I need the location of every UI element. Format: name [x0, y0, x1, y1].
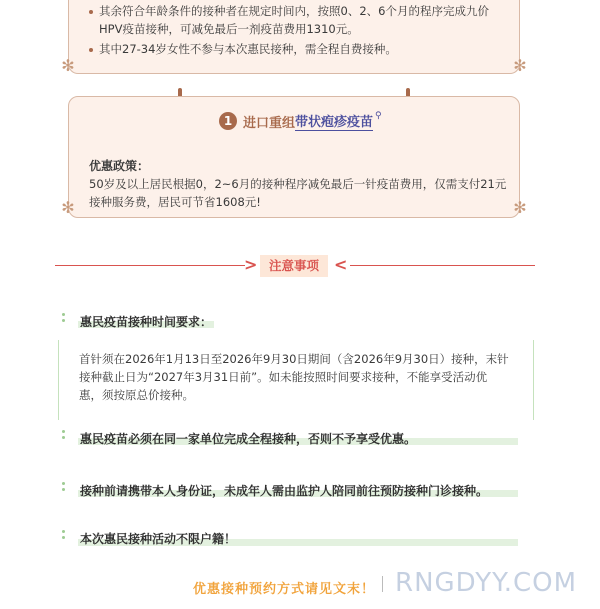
bullet-icon	[89, 48, 93, 52]
flower-ornament-icon: ✻	[61, 56, 75, 75]
item-no-residency-heading: 本次惠民接种活动不限户籍！	[80, 532, 237, 546]
item-id-card-heading: 接种前请携带本人身份证，未成年人需由监护人陪同前往预防接种门诊接种。	[80, 484, 489, 498]
dots-icon	[62, 482, 66, 494]
dots-icon	[62, 530, 66, 542]
bullet-icon	[89, 10, 93, 14]
divider-line	[55, 265, 245, 266]
hpv-policy-line-2: HPV疫苗接种，可减免最后一剂疫苗费用1310元。	[99, 22, 359, 36]
footer-note: 优惠接种预约方式请见文末！	[193, 582, 376, 597]
divider-line	[350, 265, 535, 266]
item-time-requirement-heading: 惠民疫苗接种时间要求：	[80, 315, 213, 329]
dots-icon	[62, 430, 66, 442]
hpv-policy-line-3: 其中27-34岁女性不参与本次惠民接种，需全程自费接种。	[89, 40, 397, 58]
time-requirement-text: 首针须在2026年1月13日至2026年9月30日期间（含2026年9月30日）接种，末针接种截止日为“2027年3月31日前”。如未能按照时间要求接种，不能享受活动优惠，须按原总价接种。	[79, 352, 509, 402]
chevron-left-icon: <	[334, 255, 348, 274]
watermark: RNGDYY.COM	[395, 568, 578, 598]
notice-header	[0, 255, 600, 277]
policy-text: 50岁及以上居民根据0，2~6月的接种程序减免最后一针疫苗费用，仅需支付21元接种服务费，居民可节省1608元!	[89, 177, 507, 209]
item-same-unit-heading: 惠民疫苗必须在同一家单位完成全程接种，否则不予享受优惠。	[80, 432, 417, 446]
dots-icon	[62, 313, 66, 325]
title-prefix: 进口重组	[243, 115, 296, 131]
flower-ornament-icon: ✻	[513, 198, 527, 217]
hpv-policy-line-1: 其余符合年龄条件的接种者在规定时间内，按照0、2、6个月的程序完成九价	[89, 2, 489, 20]
chevron-right-icon: >	[244, 255, 258, 274]
shingles-vaccine-title	[219, 111, 382, 131]
step-number-badge: 1	[219, 112, 237, 130]
shingles-vaccine-card	[68, 96, 520, 218]
flower-ornament-icon: ✻	[61, 198, 75, 217]
text-cursor-mark	[382, 576, 383, 592]
hpv-policy-card	[68, 0, 520, 74]
notice-title: 注意事项	[260, 255, 328, 277]
flower-ornament-icon: ✻	[513, 56, 527, 75]
search-icon[interactable]: ⚲	[375, 111, 382, 121]
time-requirement-box	[58, 340, 534, 420]
policy-label: 优惠政策：	[89, 159, 150, 173]
title-main[interactable]: 带状疱疹疫苗	[295, 111, 373, 131]
